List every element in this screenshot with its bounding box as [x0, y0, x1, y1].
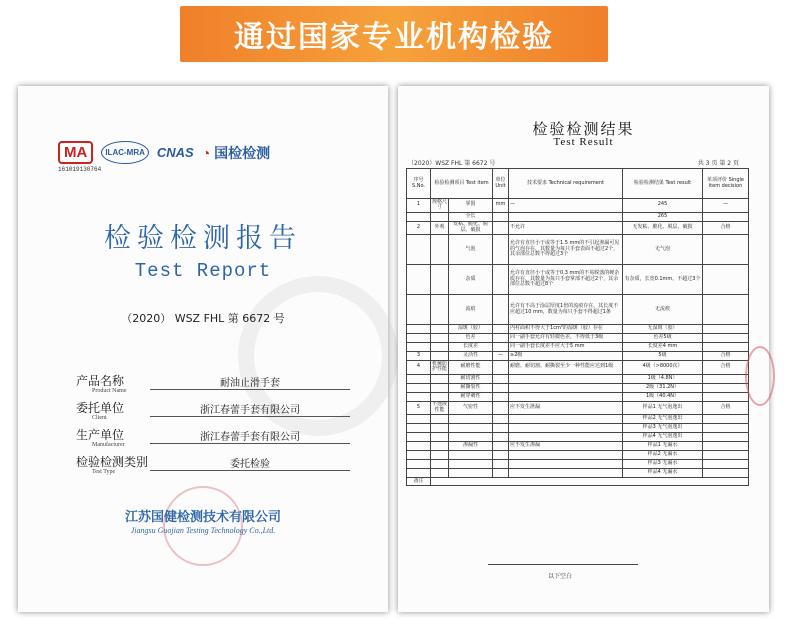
table-cell: [509, 212, 623, 221]
table-cell: [493, 415, 509, 424]
table-cell: [509, 451, 623, 460]
result-title: 检验检测结果: [532, 120, 635, 138]
table-cell: [407, 424, 431, 433]
table-cell: [493, 460, 509, 469]
certificate-number: 161019130764: [58, 166, 102, 173]
table-cell: 样品1 无气泡逸出: [623, 401, 703, 415]
result-subtitle: Test Result: [553, 136, 614, 148]
table-cell: 样品4 无漏水: [623, 469, 703, 478]
ilac-logo: ILAC-MRA: [101, 141, 149, 164]
table-row: [407, 392, 749, 401]
table-cell: 长度差: [449, 343, 493, 352]
certification-logos: [58, 141, 270, 164]
table-row: [407, 325, 749, 334]
table-cell: [493, 325, 509, 334]
table-cell: 气泡: [449, 235, 493, 265]
table-cell: 耐磨、耐切割、耐撕裂至少一种性能应达到1级: [509, 361, 623, 375]
table-row: [407, 374, 749, 383]
table-cell: [407, 295, 431, 325]
table-cell: 应不发生泄漏: [509, 401, 623, 415]
table-cell: [509, 392, 623, 401]
table-row: [407, 235, 749, 265]
field-label-en: Manufacturer: [92, 442, 125, 448]
table-cell: [407, 334, 431, 343]
table-cell: [449, 424, 493, 433]
table-cell: [431, 352, 449, 361]
table-cell: 无气泡: [623, 235, 703, 265]
field-label: 产品名称: [76, 374, 125, 388]
table-cell: 长度差4 mm: [623, 343, 703, 352]
field-label: 生产单位: [76, 428, 125, 442]
table-cell: 无发粘、脆化、脱层、破损: [623, 221, 703, 235]
table-cell: [703, 295, 749, 325]
table-cell: 2: [407, 221, 431, 235]
table-cell: [509, 383, 623, 392]
table-cell: [493, 265, 509, 295]
table-cell: [703, 343, 749, 352]
table-cell: [431, 415, 449, 424]
table-cell: 合格: [703, 401, 749, 415]
seal-stamp: [745, 346, 775, 406]
table-cell: —: [703, 199, 749, 213]
field-manufacturer: [76, 426, 356, 453]
table-row: [407, 334, 749, 343]
table-cell: [509, 460, 623, 469]
remark-label: 备注: [407, 478, 431, 486]
field-label-en: Product Name: [92, 388, 127, 394]
table-cell: [449, 451, 493, 460]
table-row: [407, 478, 749, 486]
table-cell: 允许有直径小于或等于0.3 mm的不易脱落的硬杂质存在，其数量为每只手套掌部不超过2个，其余部位总数不超过8个: [509, 265, 623, 295]
table-cell: [509, 433, 623, 442]
table-cell: [407, 415, 431, 424]
table-cell: [431, 392, 449, 401]
table-row: [407, 401, 749, 415]
table-cell: 3: [407, 352, 431, 361]
table-cell: 4: [407, 361, 431, 375]
header-cell: 单位 Unit: [493, 169, 509, 199]
table-cell: 样品3 无漏水: [623, 460, 703, 469]
table-cell: 灵活性: [449, 352, 493, 361]
table-row: [407, 460, 749, 469]
table-cell: [493, 334, 509, 343]
table-cell: [703, 442, 749, 451]
table-cell: 全长: [449, 212, 493, 221]
table-cell: 样品3 无气泡逸出: [623, 424, 703, 433]
header-cell: 单项评价 Single item decision: [703, 169, 749, 199]
table-cell: [431, 383, 449, 392]
table-cell: —: [493, 352, 509, 361]
table-row: [407, 469, 749, 478]
table-row: [407, 265, 749, 295]
table-cell: 机械防护性能: [432, 360, 448, 373]
table-cell: [431, 451, 449, 460]
table-cell: [407, 433, 431, 442]
table-cell: [703, 265, 749, 295]
table-cell: [431, 460, 449, 469]
table-cell: [493, 401, 509, 415]
table-cell: 合格: [703, 352, 749, 361]
table-cell: [493, 424, 509, 433]
table-cell: [431, 325, 449, 334]
table-cell: 规格尺寸: [432, 198, 448, 211]
table-row: [407, 352, 749, 361]
field-label: 检验检测类别: [76, 455, 149, 469]
table-cell: [493, 383, 509, 392]
table-cell: 色差5级: [623, 334, 703, 343]
field-value: 浙江春蕾手套有限公司: [150, 428, 350, 444]
table-cell: 流痕: [449, 295, 493, 325]
table-row: [407, 295, 749, 325]
table-cell: 杂质: [449, 265, 493, 295]
table-cell: 不透液性能: [432, 401, 448, 413]
table-row: [407, 361, 749, 375]
table-cell: 1级（40.4N）: [623, 392, 703, 401]
table-cell: [703, 325, 749, 334]
test-report-cover: [18, 86, 388, 612]
table-cell: 不允许: [509, 221, 623, 235]
table-cell: [449, 415, 493, 424]
divider: [488, 564, 638, 565]
header-cell: 序号 S.No.: [407, 169, 431, 199]
table-cell: 耐切割性: [449, 374, 493, 383]
table-cell: [431, 212, 449, 221]
table-cell: [407, 460, 431, 469]
header-cell: 技术要求 Technical requirement: [509, 169, 623, 199]
table-row: [407, 383, 749, 392]
table-cell: [407, 383, 431, 392]
table-cell: [431, 424, 449, 433]
table-cell: 内衬面积不得大于1cm²的湿斑（胶）存在: [509, 325, 623, 334]
report-fields: [76, 372, 356, 480]
table-cell: 耐撕裂性: [449, 383, 493, 392]
cnas-logo: CNAS: [156, 145, 194, 160]
table-cell: mm: [493, 199, 509, 213]
table-cell: 气密性: [449, 401, 493, 415]
table-cell: 无流痕: [623, 295, 703, 325]
table-cell: [703, 383, 749, 392]
table-cell: [407, 392, 431, 401]
table-cell: —: [509, 199, 623, 213]
table-cell: [407, 451, 431, 460]
report-subtitle: Test Report: [134, 260, 272, 282]
table-cell: 5级: [623, 352, 703, 361]
table-cell: [493, 392, 509, 401]
header-cell: 检验检测项目 Test item: [431, 169, 493, 199]
table-row: [407, 415, 749, 424]
table-cell: [493, 343, 509, 352]
table-row: [407, 221, 749, 235]
field-label-en: Client: [92, 415, 107, 421]
field-value: 浙江春蕾手套有限公司: [150, 401, 350, 417]
table-cell: 外观: [431, 221, 449, 235]
table-row: [407, 343, 749, 352]
table-row: [407, 451, 749, 460]
table-cell: 2级（31.2N）: [623, 383, 703, 392]
footer-note: 以下空白: [548, 573, 573, 580]
table-cell: [493, 433, 509, 442]
table-cell: [509, 374, 623, 383]
field-value: 委托检验: [150, 455, 350, 471]
table-cell: 同一副手套长度差不应大于5 mm: [509, 343, 623, 352]
table-cell: [407, 469, 431, 478]
table-cell: 色差: [449, 334, 493, 343]
table-cell: [703, 235, 749, 265]
table-cell: 耐穿刺性: [449, 392, 493, 401]
table-cell: [431, 442, 449, 451]
table-cell: [431, 469, 449, 478]
table-cell: [431, 433, 449, 442]
table-cell: 掌围: [449, 199, 493, 213]
result-table: [406, 168, 749, 486]
table-cell: 265: [623, 212, 703, 221]
table-cell: [493, 451, 509, 460]
issuer-name: 江苏国健检测技术有限公司: [124, 510, 281, 525]
table-cell: [493, 469, 509, 478]
table-cell: [703, 424, 749, 433]
table-cell: 允许有直径小于或等于1.5 mm的不引起渗漏可见的气泡存在，其数量为每只手套表面不超过2个，其余部位总数不得超过3个: [509, 235, 623, 265]
page-indicator: 共 3 页 第 2 页: [697, 160, 739, 167]
cma-logo: MA: [58, 141, 93, 164]
table-cell: [407, 212, 431, 221]
table-cell: 245: [623, 199, 703, 213]
table-cell: 应不发生渗漏: [509, 442, 623, 451]
table-cell: [493, 361, 509, 375]
field-value: 耐油止滑手套: [150, 374, 350, 390]
field-label: 委托单位: [76, 401, 125, 415]
field-label-en: Test Type: [92, 469, 116, 475]
table-cell: [449, 460, 493, 469]
table-cell: [407, 325, 431, 334]
table-cell: [431, 343, 449, 352]
table-header: [407, 169, 749, 199]
table-cell: 样品2 无气泡逸出: [623, 415, 703, 424]
table-cell: [509, 424, 623, 433]
table-cell: [493, 221, 509, 235]
table-cell: 允许有不高于涂层厚度1倍的流痕存在，其长度不应超过10 mm，数量为每只手套不得超过1条: [509, 295, 623, 325]
table-cell: [703, 460, 749, 469]
table-cell: [703, 374, 749, 383]
table-row: [407, 442, 749, 451]
table-cell: [703, 392, 749, 401]
banner-title: 通过国家专业机构检验: [180, 6, 608, 62]
field-client: [76, 399, 356, 426]
header-cell: 检验检测结果 Test result: [623, 169, 703, 199]
table-cell: [493, 212, 509, 221]
table-cell: [493, 374, 509, 383]
table-cell: [431, 265, 449, 295]
table-cell: [493, 295, 509, 325]
table-cell: 发粘、脆化、脱层、破损: [449, 221, 493, 235]
table-cell: [493, 235, 509, 265]
table-cell: 样品2 无漏水: [623, 451, 703, 460]
table-cell: 1: [407, 199, 431, 213]
table-cell: 湿斑（胶）: [449, 325, 493, 334]
field-product-name: [76, 372, 356, 399]
test-result-page: [398, 86, 769, 612]
table-cell: 1级（4.8N）: [623, 374, 703, 383]
table-cell: [703, 433, 749, 442]
table-cell: 耐磨性能: [449, 361, 493, 375]
table-cell: [449, 469, 493, 478]
table-cell: 有杂质，长宽0.1mm，不超过3个: [623, 265, 703, 295]
issuer-name-en: Jiangsu Guojian Testing Technology Co.,Ltd.: [130, 526, 276, 535]
table-row: [407, 433, 749, 442]
table-cell: [407, 265, 431, 295]
table-cell: [407, 235, 431, 265]
table-cell: [703, 415, 749, 424]
report-title: 检验检测报告: [104, 223, 302, 254]
table-cell: [703, 451, 749, 460]
table-cell: 5: [407, 401, 431, 415]
remark-cell: [431, 478, 749, 486]
guojian-logo: ◔ 国检检测: [201, 144, 271, 161]
table-row: [407, 424, 749, 433]
document-number: （2020）WSZ FHL 第 6672 号: [408, 160, 496, 167]
table-cell: [509, 415, 623, 424]
table-cell: [407, 343, 431, 352]
table-cell: [703, 469, 749, 478]
table-cell: ≥2级: [509, 352, 623, 361]
table-cell: 渗漏性: [449, 442, 493, 451]
table-cell: [493, 442, 509, 451]
table-cell: 样品1 无漏水: [623, 442, 703, 451]
table-cell: [407, 442, 431, 451]
field-test-type: [76, 453, 356, 480]
table-cell: [703, 212, 749, 221]
table-cell: [509, 469, 623, 478]
table-cell: [449, 433, 493, 442]
table-cell: 4级（>8000次）: [623, 361, 703, 375]
report-number: （2020） WSZ FHL 第 6672 号: [121, 312, 285, 325]
table-cell: 合格: [703, 361, 749, 375]
table-cell: 无湿斑（胶）: [623, 325, 703, 334]
table-cell: [431, 374, 449, 383]
table-cell: [431, 235, 449, 265]
table-cell: 合格: [703, 221, 749, 235]
table-cell: [407, 374, 431, 383]
table-cell: 样品4 无气泡逸出: [623, 433, 703, 442]
table-cell: 同一副手套允许有轻微色差，不得低于3级: [509, 334, 623, 343]
table-row: [407, 199, 749, 213]
table-cell: [431, 295, 449, 325]
table-cell: [431, 334, 449, 343]
table-row: [407, 212, 749, 221]
table-cell: [703, 334, 749, 343]
